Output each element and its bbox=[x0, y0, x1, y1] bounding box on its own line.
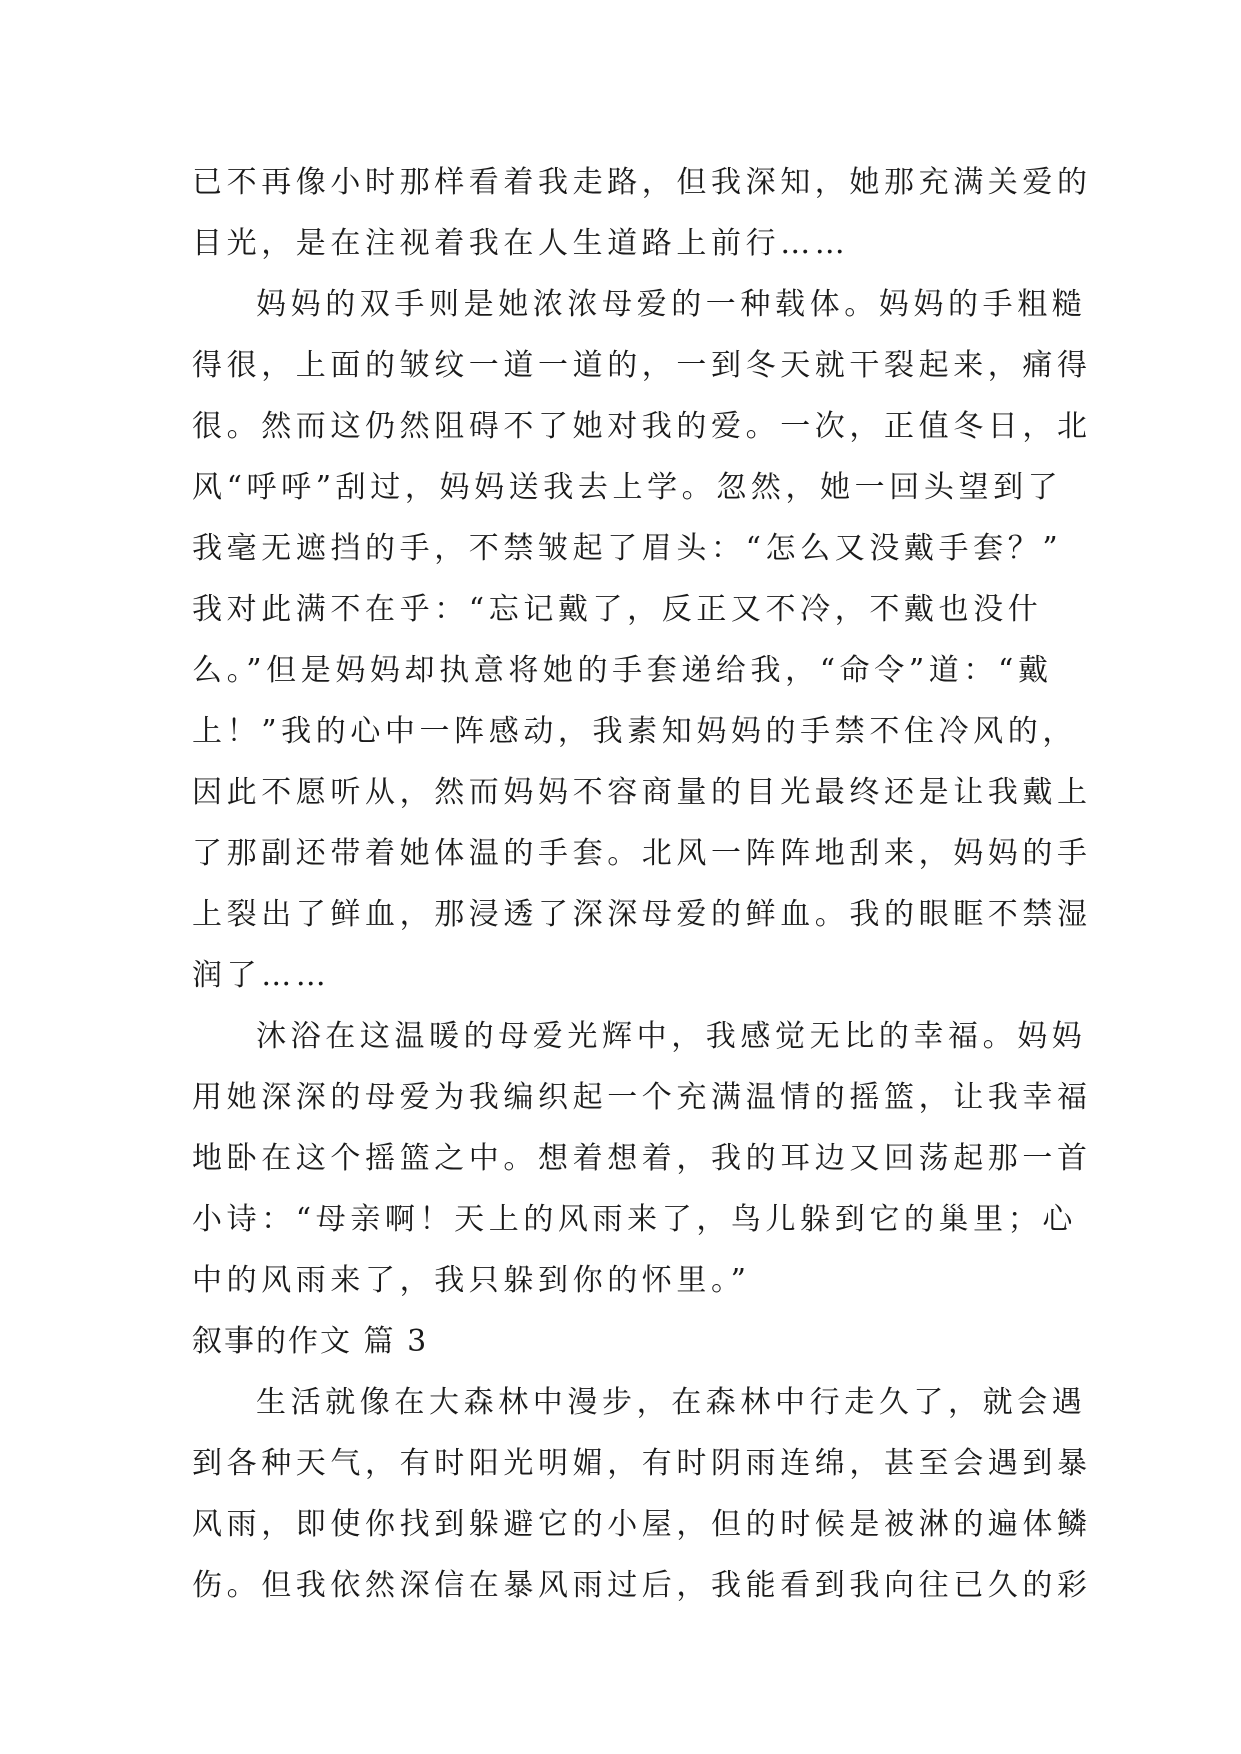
text-line: 伤。但我依然深信在暴风雨过后，我能看到我向往已久的彩 bbox=[192, 1568, 1092, 1603]
text-line: 上裂出了鲜血，那浸透了深深母爱的鲜血。我的眼眶不禁湿 bbox=[192, 897, 1092, 932]
text-line: 我毫无遮挡的手，不禁皱起了眉头：“怎么又没戴手套？” bbox=[192, 531, 1063, 566]
text-line: 很。然而这仍然阻碍不了她对我的爱。一次，正值冬日，北 bbox=[192, 409, 1092, 444]
paragraph-start-line: 妈妈的双手则是她浓浓母爱的一种载体。妈妈的手粗糙 bbox=[256, 287, 1087, 322]
text-line: 风雨，即使你找到躲避它的小屋，但的时候是被淋的遍体鳞 bbox=[192, 1507, 1092, 1542]
text-line: 到各种天气，有时阳光明媚，有时阴雨连绵，甚至会遇到暴 bbox=[192, 1446, 1092, 1481]
text-line: 因此不愿听从，然而妈妈不容商量的目光最终还是让我戴上 bbox=[192, 775, 1092, 810]
text-line: 了那副还带着她体温的手套。北风一阵阵地刮来，妈妈的手 bbox=[192, 836, 1092, 871]
text-line: 用她深深的母爱为我编织起一个充满温情的摇篮，让我幸福 bbox=[192, 1080, 1092, 1115]
text-line: 中的风雨来了，我只躲到你的怀里。” bbox=[192, 1263, 751, 1298]
text-line: 上！”我的心中一阵感动，我素知妈妈的手禁不住冷风的， bbox=[192, 714, 1077, 749]
text-line: 小诗：“母亲啊！天上的风雨来了，鸟儿躲到它的巢里；心 bbox=[192, 1202, 1077, 1237]
paragraph-start-line: 生活就像在大森林中漫步，在森林中行走久了，就会遇 bbox=[256, 1385, 1087, 1420]
text-line: 么。”但是妈妈却执意将她的手套递给我，“命令”道：“戴 bbox=[192, 653, 1053, 688]
text-line: 得很，上面的皱纹一道一道的，一到冬天就干裂起来，痛得 bbox=[192, 348, 1092, 383]
text-line: 风“呼呼”刮过，妈妈送我去上学。忽然，她一回头望到了 bbox=[192, 470, 1063, 505]
paragraph-start-line: 沐浴在这温暖的母爱光辉中，我感觉无比的幸福。妈妈 bbox=[256, 1019, 1087, 1054]
section-heading: 叙事的作文 篇 3 bbox=[192, 1324, 429, 1359]
text-line: 已不再像小时那样看着我走路，但我深知，她那充满关爱的 bbox=[192, 165, 1092, 200]
article-body bbox=[192, 152, 1092, 1616]
text-line: 我对此满不在乎：“忘记戴了，反正又不冷，不戴也没什 bbox=[192, 592, 1043, 627]
text-line: 润了…… bbox=[192, 958, 331, 993]
text-line: 地卧在这个摇篮之中。想着想着，我的耳边又回荡起那一首 bbox=[192, 1141, 1092, 1176]
text-line: 目光，是在注视着我在人生道路上前行…… bbox=[192, 226, 850, 261]
